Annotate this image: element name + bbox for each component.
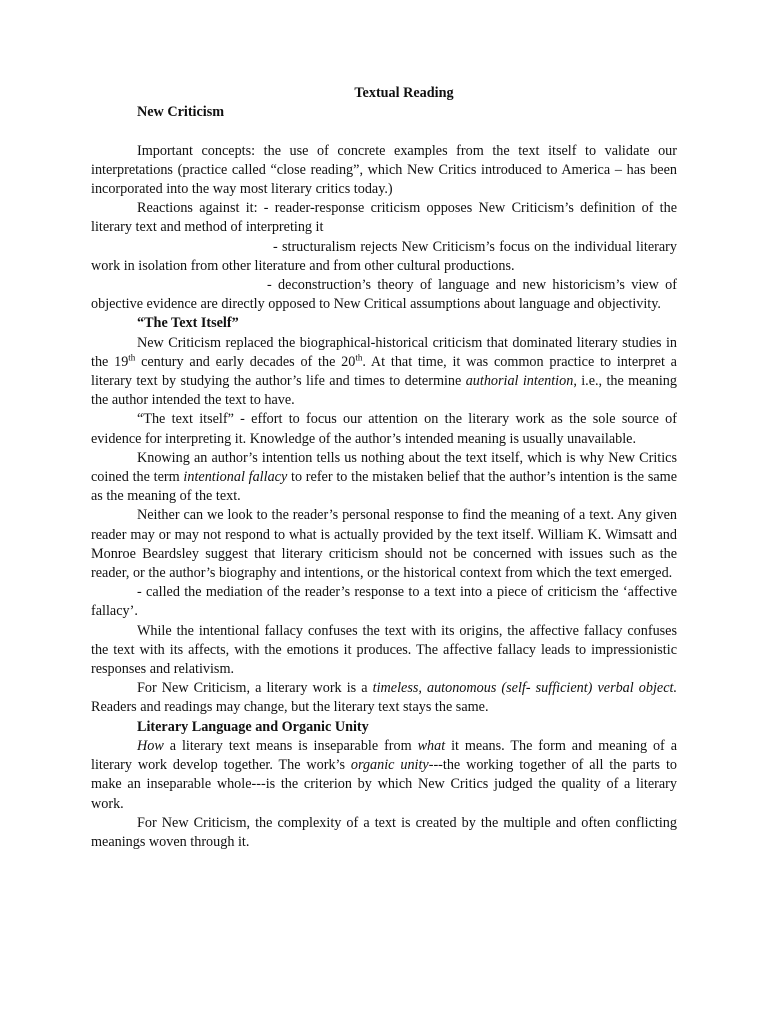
blank-line bbox=[91, 122, 677, 141]
paragraph-reactions: Reactions against it: - reader-response criticism opposes New Criticism’s definition of the literary text and method of interpreting it bbox=[91, 200, 677, 236]
paragraph-deconstruction: - deconstruction’s theory of language and new historicism’s view of objective evidence are directly opposed to New Critical assumptions about language and objectivity. bbox=[91, 277, 677, 313]
emphasis-intentional-fallacy: intentional fallacy bbox=[183, 469, 288, 486]
paragraph-how bbox=[91, 737, 677, 814]
paragraph-while: While the intentional fallacy confuses the text with its origins, the affective fallacy confuses the text with its affects, with the emotions it produces. The affective fallacy leads to impressionistic responses and relativism. bbox=[91, 622, 677, 678]
paragraph-replaced bbox=[91, 334, 677, 411]
section-heading-text-itself: “The Text Itself” bbox=[137, 315, 239, 332]
superscript: th bbox=[128, 352, 136, 363]
paragraph-complexity: For New Criticism, the complexity of a text is created by the multiple and often conflicting meanings woven through it. bbox=[91, 814, 677, 850]
document-page bbox=[91, 84, 677, 852]
paragraph-for-new-criticism bbox=[91, 679, 677, 717]
text-run: a literary text means is inseparable from bbox=[163, 737, 418, 754]
emphasis-what: what bbox=[417, 737, 446, 754]
text-run: to refer to the mistaken belief that the author’s intention is the same as the meaning of the text. bbox=[91, 469, 677, 505]
text-run: it means. The form and meaning of a literary work develop together. The work’s bbox=[91, 737, 677, 774]
section-heading-literary-language: Literary Language and Organic Unity bbox=[137, 718, 369, 735]
text-run: Readers and readings may change, but the literary text stays the same. bbox=[91, 699, 489, 716]
document-title: Textual Reading bbox=[354, 85, 454, 101]
paragraph-text-itself: “The text itself” - effort to focus our attention on the literary work as the sole source of evidence for interpreting it. Knowledge of the author’s intended meaning is usually unavailable. bbox=[91, 411, 677, 447]
superscript: th bbox=[355, 352, 363, 363]
paragraph-structuralism: - structuralism rejects New Criticism’s focus on the individual literary work in isolation from other literature and from other cultural productions. bbox=[91, 238, 677, 274]
text-run: Knowing an author’s intention tells us nothing about the text itself, which is why New Critics coined the term bbox=[91, 449, 677, 486]
text-run: New Criticism replaced the biographical-historical criticism that dominated literary studies in the 19 bbox=[91, 334, 677, 370]
section-heading-new-criticism: New Criticism bbox=[137, 104, 225, 121]
text-run: . At that time, it was common practice to interpret a literary text by studying the author’s life and times to determine bbox=[91, 353, 677, 390]
emphasis-verbal-object: timeless, autonomous (self- sufficient) verbal object. bbox=[372, 680, 678, 697]
text-run: , i.e., the meaning the author intended the text to have. bbox=[91, 373, 677, 409]
text-run: century and early decades of the 20 bbox=[135, 353, 356, 370]
paragraph-knowing bbox=[91, 449, 677, 507]
emphasis-organic-unity: organic unity bbox=[350, 757, 429, 774]
text-run: For New Criticism, a literary work is a bbox=[137, 680, 373, 697]
emphasis-authorial-intention: authorial intention bbox=[465, 373, 574, 390]
text-run: ---the working together of all the parts to make an inseparable whole---is the criterion by which New Critics judged the quality of a literary work. bbox=[91, 757, 677, 812]
paragraph-neither: Neither can we look to the reader’s personal response to find the meaning of a text. Any given reader may or may not respond to what is actually provided by the text itself. William K. Wimsatt and Monroe Beardsley suggest that literary criticism should not be concerned with issues such as the reader, or the author’s biography and intentions, or the historical context from which the text emerged. bbox=[91, 507, 677, 582]
paragraph-important-concepts: Important concepts: the use of concrete examples from the text itself to validate our interpretations (practice called “close reading”, which New Critics introduced to America – has been incorporated into the way most literary critics today.) bbox=[91, 142, 677, 197]
emphasis-how: How bbox=[137, 737, 164, 754]
paragraph-affective-fallacy: - called the mediation of the reader’s response to a text into a piece of criticism the ‘affective fallacy’. bbox=[91, 584, 677, 620]
